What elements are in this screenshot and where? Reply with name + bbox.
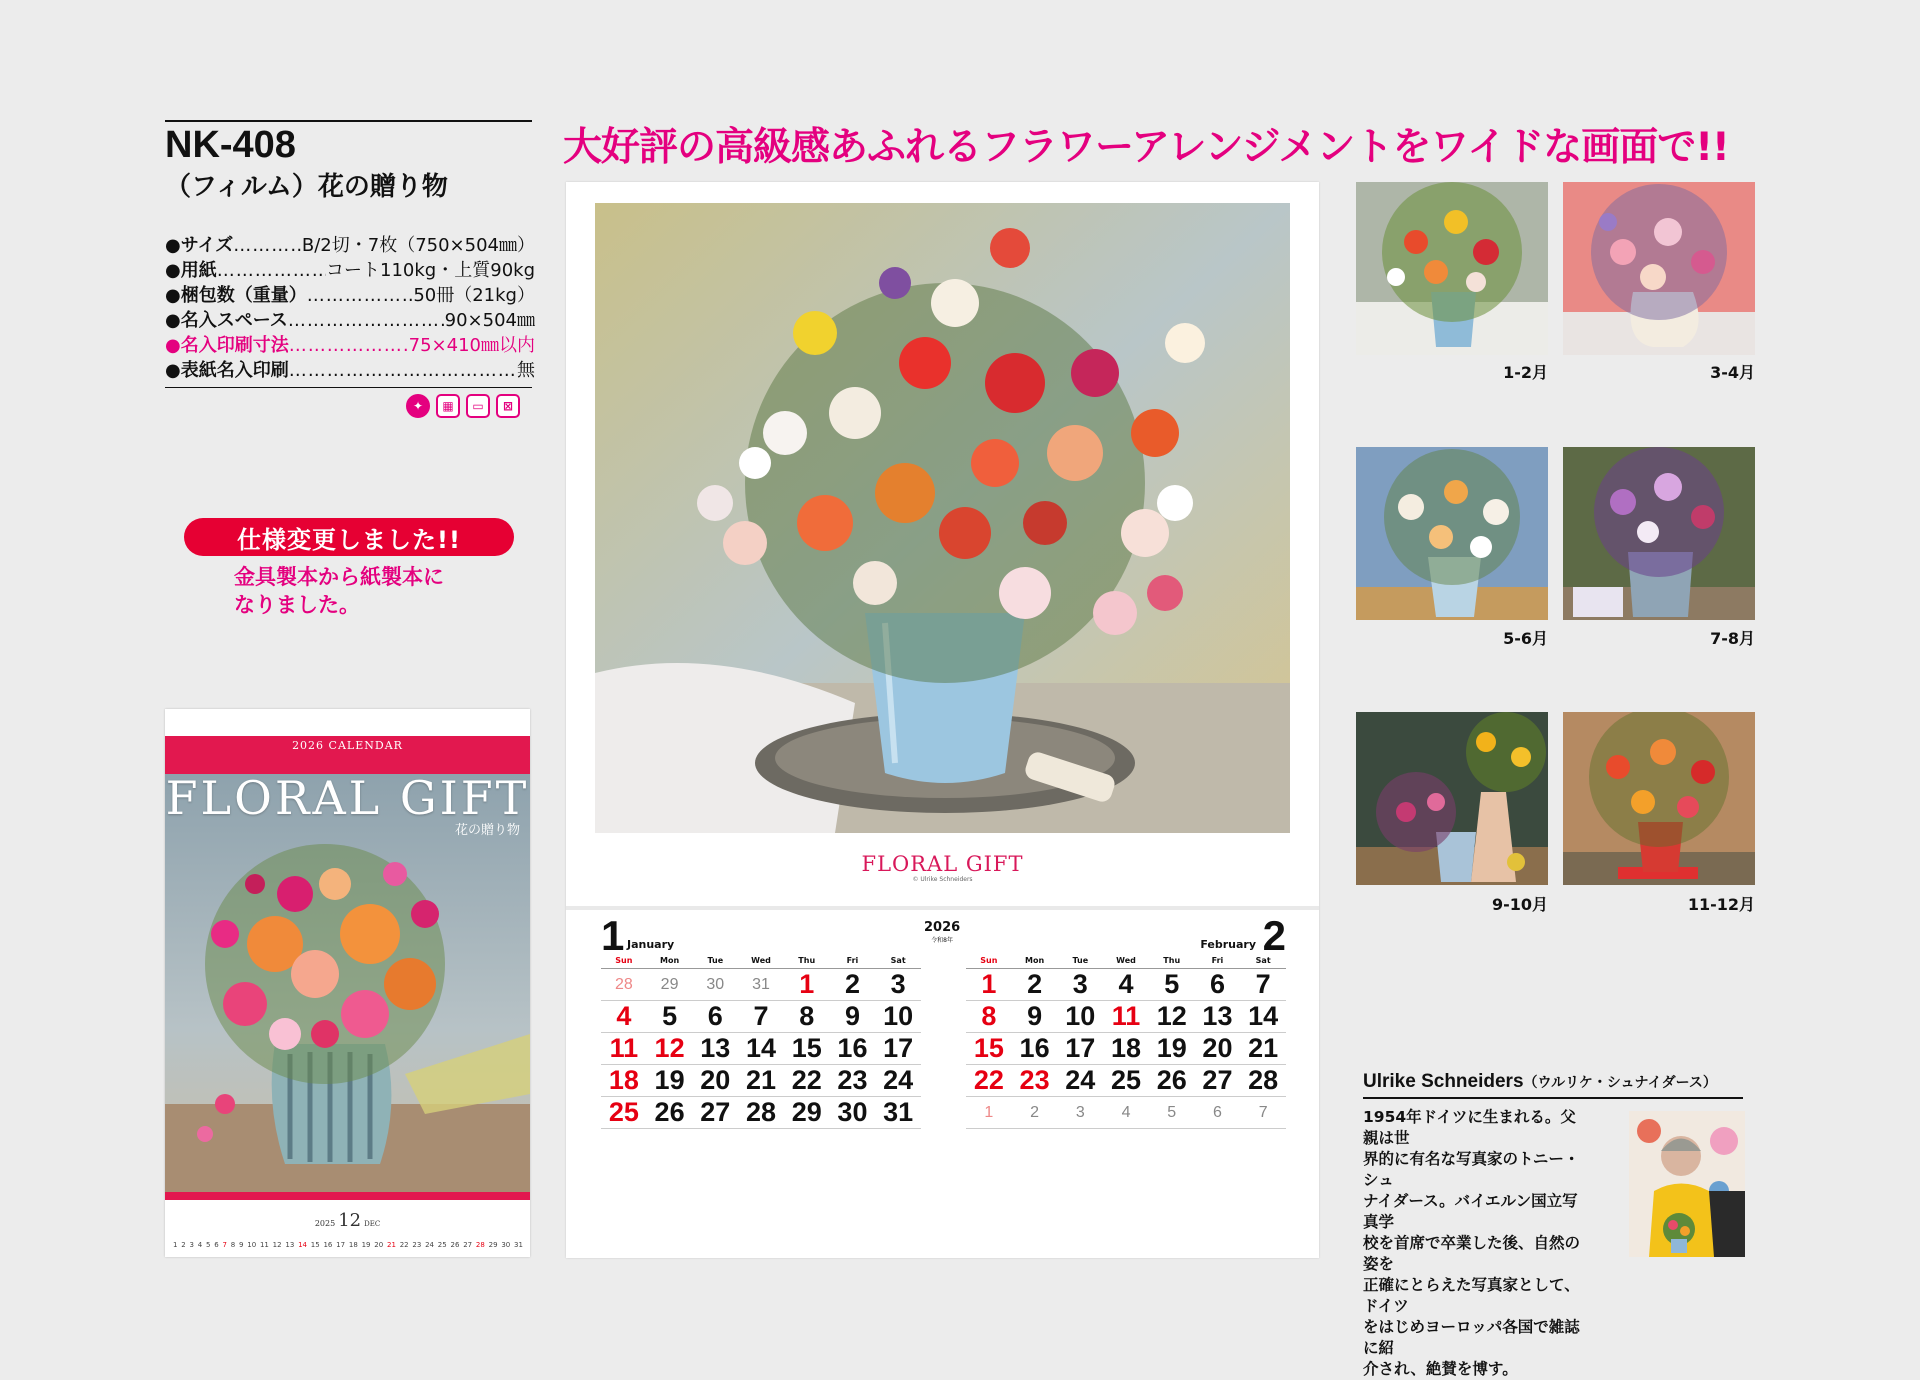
cover-day: 22 (399, 1241, 409, 1249)
day-cell: 24 (1065, 1065, 1096, 1095)
weekday-label: Mon (1025, 956, 1045, 965)
month-name: February (1200, 938, 1256, 951)
day-cell: 5 (1164, 969, 1180, 999)
day-cell: 17 (1065, 1033, 1096, 1063)
day-cell: 18 (1110, 1033, 1142, 1063)
calendar-year: 2026 令和8年 (924, 920, 961, 944)
day-cell: 11 (1111, 1001, 1141, 1031)
film-icon: ▭ (466, 394, 490, 418)
weekday-label: Sat (1255, 956, 1271, 965)
day-cell: 17 (883, 1033, 914, 1063)
cover-day: 28 (475, 1241, 485, 1249)
day-cell: 27 (1202, 1065, 1233, 1095)
day-cell: 31 (883, 1097, 914, 1127)
day-cell: 23 (1019, 1065, 1050, 1095)
spec-packing: ●梱包数（重量） ………………………………………………………… 50冊（21kg） (165, 283, 535, 308)
photographer-bio: 1954年ドイツに生まれる。父親は世 界的に有名な写真家のトニー・シュ ナイダース。バイエルン国立写真学 校を首席で卒業した後、自然の姿を 正確にとらえた写真家として、ドイツ をはじめヨーロッパ各国で雑誌に紹 介され、絶賛を博す。 (1363, 1108, 1581, 1378)
title-rule (165, 120, 532, 122)
day-cell: 4 (1121, 1104, 1131, 1121)
cover-calendar-label: 2026 CALENDAR (292, 739, 403, 752)
day-cell: 21 (745, 1065, 777, 1095)
day-cell: 2 (844, 969, 860, 999)
day-cell: 19 (654, 1065, 685, 1095)
thumb-photo (1356, 712, 1548, 885)
cover-day: 19 (361, 1241, 371, 1249)
cover-day: 15 (310, 1241, 320, 1249)
weekday-header (966, 956, 1286, 969)
month-grid (601, 956, 921, 1129)
day-cell: 12 (1156, 1001, 1187, 1031)
notice-text: 金具製本から紙製本に なりました。 (234, 565, 444, 617)
cover-preview (165, 709, 530, 1257)
day-cell: 10 (1065, 1001, 1096, 1031)
weekday-label: Wed (751, 956, 771, 965)
main-photo (595, 203, 1290, 833)
cover-day: 24 (425, 1241, 435, 1249)
cover-day: 5 (206, 1241, 211, 1249)
cover-day: 4 (197, 1241, 203, 1249)
thumb-label: 3-4月 (1710, 363, 1755, 382)
day-cell: 2 (1027, 969, 1043, 999)
day-cell: 14 (745, 1033, 777, 1063)
day-cell: 5 (662, 1001, 678, 1031)
month-february (966, 912, 1286, 1142)
spec-rule (165, 387, 532, 388)
weekday-label: Thu (798, 956, 816, 965)
weekday-label: Fri (1211, 956, 1224, 965)
day-cell: 28 (614, 976, 633, 993)
paper-icon: ▦ (436, 394, 460, 418)
spec-size: ●サイズ ………………………………………………………… B/2切・7枚（750×504㎜） (165, 233, 535, 258)
cover-day: 10 (247, 1241, 257, 1249)
thumb-label: 1-2月 (1503, 363, 1548, 382)
thumb-photo (1356, 447, 1548, 620)
notice-badge: 仕様変更しました!! (184, 518, 514, 556)
day-cell: 2 (1030, 1104, 1040, 1121)
day-cell: 19 (1156, 1033, 1187, 1063)
cover-day: 17 (336, 1241, 346, 1249)
day-cell: 14 (1248, 1001, 1279, 1031)
day-cell: 6 (1209, 969, 1225, 999)
day-cell: 24 (883, 1065, 914, 1095)
cover-day: 8 (230, 1241, 236, 1249)
day-cell: 7 (1258, 1104, 1268, 1121)
day-cell: 1 (981, 969, 997, 999)
photo-credit: © Ulrike Schneiders (912, 876, 973, 883)
week-row (966, 1001, 1286, 1033)
week-row (966, 1097, 1286, 1129)
month-january (601, 912, 921, 1142)
cover-day: 13 (285, 1241, 295, 1249)
day-cell: 13 (700, 1033, 731, 1063)
day-cell: 26 (1156, 1065, 1187, 1095)
spec-name-space: ●名入スペース ………………………………………………………… 90×504㎜ (165, 308, 535, 333)
cover-subtitle: 花の贈り物 (455, 823, 521, 838)
day-cell: 30 (706, 976, 725, 993)
day-cell: 20 (700, 1065, 731, 1095)
weekday-label: Fri (846, 956, 859, 965)
weekday-label: Sun (615, 956, 633, 965)
day-cell: 26 (654, 1097, 685, 1127)
spec-print-size: ●名入印刷寸法 ………………………………………………………… 75×410㎜以内 (165, 333, 535, 358)
cover-day-strip (173, 1241, 523, 1249)
day-cell: 1 (984, 1104, 994, 1121)
cover-day: 11 (259, 1241, 269, 1249)
thumb-photo (1563, 447, 1755, 620)
product-code: NK-408 (165, 124, 296, 166)
week-row (966, 1065, 1286, 1097)
month-number: 1 (601, 912, 625, 959)
gift-seal-icon: ✦ (406, 394, 430, 418)
day-cell: 22 (973, 1065, 1004, 1095)
day-cell: 15 (791, 1033, 822, 1063)
page-separator (566, 906, 1319, 910)
day-cell: 3 (890, 969, 906, 999)
month-grid (966, 956, 1286, 1129)
main-calendar (566, 182, 1319, 1258)
day-cell: 4 (616, 1001, 632, 1031)
feature-icons (406, 394, 520, 418)
day-cell: 10 (883, 1001, 914, 1031)
day-cell: 11 (609, 1033, 639, 1063)
cover-day: 27 (463, 1241, 473, 1249)
day-cell: 6 (707, 1001, 723, 1031)
day-cell: 3 (1075, 1104, 1085, 1121)
thumb-photo (1563, 182, 1755, 355)
month-number: 2 (1262, 912, 1286, 959)
day-cell: 20 (1202, 1033, 1233, 1063)
cover-day: 16 (323, 1241, 333, 1249)
cover-day: 23 (412, 1241, 422, 1249)
cover-day: 31 (514, 1241, 523, 1249)
main-title: FLORAL GIFT (861, 852, 1024, 876)
thumb-photo (1356, 182, 1548, 355)
day-cell: 7 (1255, 969, 1271, 999)
day-cell: 12 (654, 1033, 685, 1063)
weekday-label: Sun (980, 956, 998, 965)
photographer-rule (1363, 1097, 1743, 1099)
product-name: （フィルム）花の贈り物 (165, 172, 448, 202)
thumb-label: 7-8月 (1710, 629, 1755, 648)
day-cell: 28 (1248, 1065, 1279, 1095)
day-cell: 22 (791, 1065, 822, 1095)
day-cell: 13 (1202, 1001, 1233, 1031)
weekday-label: Tue (1072, 956, 1089, 965)
cover-day: 2 (181, 1241, 186, 1249)
cover-title: FLORAL GIFT (165, 771, 530, 825)
day-cell: 16 (1019, 1033, 1050, 1063)
spec-cover-print: ●表紙名入印刷 ………………………………………………………… 無 (165, 358, 535, 383)
cover-day: 25 (437, 1241, 447, 1249)
weekday-label: Wed (1116, 956, 1136, 965)
day-cell: 18 (608, 1065, 639, 1095)
day-cell: 6 (1213, 1104, 1222, 1121)
week-row (601, 1033, 921, 1065)
headline: 大好評の高級感あふれるフラワーアレンジメントをワイドな画面で!! (563, 125, 1729, 170)
cover-day: 14 (298, 1241, 307, 1249)
cover-day: 29 (488, 1241, 498, 1249)
day-cell: 7 (753, 1001, 769, 1031)
cover-day: 7 (222, 1241, 227, 1249)
weekday-label: Tue (707, 956, 724, 965)
cover-day: 9 (239, 1241, 244, 1249)
weekday-label: Mon (660, 956, 680, 965)
day-cell: 30 (837, 1097, 868, 1127)
spec-paper: ●用紙 ………………………………………………………… コート110kg・上質90kg (165, 258, 535, 283)
day-cell: 1 (799, 969, 815, 999)
cover-day: 18 (348, 1241, 358, 1249)
cover-day: 20 (374, 1241, 384, 1249)
day-cell: 21 (1248, 1033, 1279, 1063)
weekday-label: Sat (890, 956, 906, 965)
photographer-portrait (1629, 1111, 1745, 1257)
day-cell: 29 (791, 1097, 822, 1127)
spec-list (165, 233, 535, 383)
cover-day: 30 (501, 1241, 511, 1249)
week-row (966, 969, 1286, 1001)
week-row (601, 1001, 921, 1033)
day-cell: 16 (837, 1033, 868, 1063)
cover-day: 26 (450, 1241, 460, 1249)
day-cell: 29 (660, 976, 679, 993)
week-row (966, 1033, 1286, 1065)
thumb-label: 5-6月 (1503, 629, 1548, 648)
no-fold-icon: ⊠ (496, 394, 520, 418)
week-row (601, 1097, 921, 1129)
week-row (601, 1065, 921, 1097)
week-row (601, 969, 921, 1001)
photographer-name: Ulrike Schneiders（ウルリケ・シュナイダース） (1363, 1071, 1717, 1092)
thumb-label: 9-10月 (1491, 895, 1548, 914)
day-cell: 3 (1072, 969, 1088, 999)
cover-day: 3 (189, 1241, 194, 1249)
day-cell: 31 (752, 976, 770, 993)
day-cell: 25 (1110, 1065, 1142, 1095)
cover-month-label: 2025 12 DEC (314, 1210, 381, 1231)
day-cell: 28 (745, 1097, 777, 1127)
weekday-header (601, 956, 921, 969)
thumb-label: 11-12月 (1687, 895, 1755, 914)
day-cell: 9 (844, 1001, 860, 1031)
day-cell: 15 (973, 1033, 1004, 1063)
day-cell: 23 (837, 1065, 868, 1095)
day-cell: 25 (608, 1097, 639, 1127)
weekday-label: Thu (1163, 956, 1181, 965)
day-cell: 27 (700, 1097, 731, 1127)
day-cell: 5 (1167, 1104, 1177, 1121)
day-cell: 8 (799, 1001, 815, 1031)
day-cell: 4 (1118, 969, 1134, 999)
cover-day: 1 (173, 1241, 178, 1249)
thumb-photo (1563, 712, 1755, 885)
cover-bottom-band (165, 1192, 530, 1200)
cover-day: 21 (386, 1241, 396, 1249)
cover-day: 12 (272, 1241, 282, 1249)
month-name: January (627, 938, 675, 951)
day-cell: 8 (981, 1001, 997, 1031)
day-cell: 9 (1027, 1001, 1043, 1031)
cover-day: 6 (214, 1241, 219, 1249)
